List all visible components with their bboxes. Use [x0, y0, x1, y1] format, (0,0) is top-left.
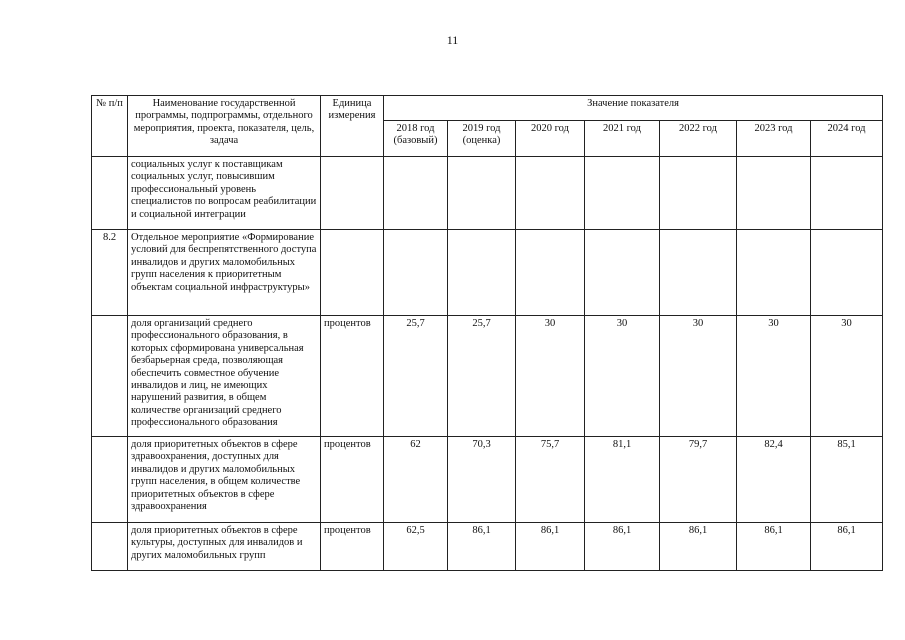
- row-value: [448, 157, 516, 230]
- row-value: 25,7: [384, 316, 448, 437]
- row-value: 62: [384, 437, 448, 523]
- row-value: [737, 230, 811, 316]
- row-value: 62,5: [384, 523, 448, 571]
- row-value: 86,1: [585, 523, 660, 571]
- row-name: Отдельное мероприятие «Формирование условий для беспрепятственного доступа инвалидов и других маломобильных групп населения к приоритетным объектам социальной инфраструктуры»: [128, 230, 321, 316]
- row-unit: [321, 230, 384, 316]
- row-value: [384, 157, 448, 230]
- row-unit: [321, 157, 384, 230]
- header-year: 2018 год (базовый): [384, 121, 448, 157]
- row-value: [811, 230, 883, 316]
- row-value: 30: [660, 316, 737, 437]
- row-value: [585, 230, 660, 316]
- header-year: 2024 год: [811, 121, 883, 157]
- header-num: № п/п: [92, 96, 128, 157]
- row-num: [92, 523, 128, 571]
- row-value: 30: [585, 316, 660, 437]
- row-name: доля организаций среднего профессионального образования, в которых сформирована универсальная безбарьерная среда, позволяющая обеспечить совместное обучение инвалидов и лиц, не имеющих нарушений развития, в общем количестве организаций среднего профессионального образования: [128, 316, 321, 437]
- row-name: социальных услуг к поставщикам социальных услуг, повысившим профессиональный уровень специалистов по вопросам реабилитации и социальной интеграции: [128, 157, 321, 230]
- table-row: [92, 230, 883, 316]
- row-unit: процентов: [321, 316, 384, 437]
- row-value: 85,1: [811, 437, 883, 523]
- row-value: [585, 157, 660, 230]
- row-name: доля приоритетных объектов в сфере здравоохранения, доступных для инвалидов и других маломобильных групп населения, в общем количестве приоритетных объектов в сфере здравоохранения: [128, 437, 321, 523]
- row-num: [92, 316, 128, 437]
- row-value: 86,1: [660, 523, 737, 571]
- header-unit: Единица измерения: [321, 96, 384, 157]
- row-num: [92, 157, 128, 230]
- row-value: [737, 157, 811, 230]
- row-value: 86,1: [737, 523, 811, 571]
- row-value: 86,1: [448, 523, 516, 571]
- table-row: [92, 316, 883, 437]
- row-num: [92, 437, 128, 523]
- row-value: 79,7: [660, 437, 737, 523]
- row-unit: процентов: [321, 523, 384, 571]
- header-values: Значение показателя: [384, 96, 883, 121]
- row-value: 25,7: [448, 316, 516, 437]
- row-value: 86,1: [516, 523, 585, 571]
- row-value: 86,1: [811, 523, 883, 571]
- row-num: 8.2: [92, 230, 128, 316]
- row-unit: процентов: [321, 437, 384, 523]
- row-value: 82,4: [737, 437, 811, 523]
- table-row: [92, 157, 883, 230]
- row-value: 30: [737, 316, 811, 437]
- indicators-table: [91, 95, 883, 571]
- header-year: 2021 год: [585, 121, 660, 157]
- row-value: 81,1: [585, 437, 660, 523]
- header-year: 2020 год: [516, 121, 585, 157]
- header-name: Наименование государственной программы, подпрограммы, отдельного мероприятия, проекта, показателя, цель, задача: [128, 96, 321, 157]
- row-value: [384, 230, 448, 316]
- table-row: [92, 437, 883, 523]
- row-value: [811, 157, 883, 230]
- page-number: 11: [446, 33, 459, 47]
- header-year: 2023 год: [737, 121, 811, 157]
- row-value: [516, 230, 585, 316]
- row-value: 30: [811, 316, 883, 437]
- row-value: 75,7: [516, 437, 585, 523]
- row-value: [660, 157, 737, 230]
- header-year: 2022 год: [660, 121, 737, 157]
- row-value: [660, 230, 737, 316]
- row-value: [516, 157, 585, 230]
- table-row: [92, 523, 883, 571]
- row-value: 30: [516, 316, 585, 437]
- row-value: 70,3: [448, 437, 516, 523]
- row-name: доля приоритетных объектов в сфере культуры, доступных для инвалидов и других маломобильных групп: [128, 523, 321, 571]
- header-year: 2019 год (оценка): [448, 121, 516, 157]
- row-value: [448, 230, 516, 316]
